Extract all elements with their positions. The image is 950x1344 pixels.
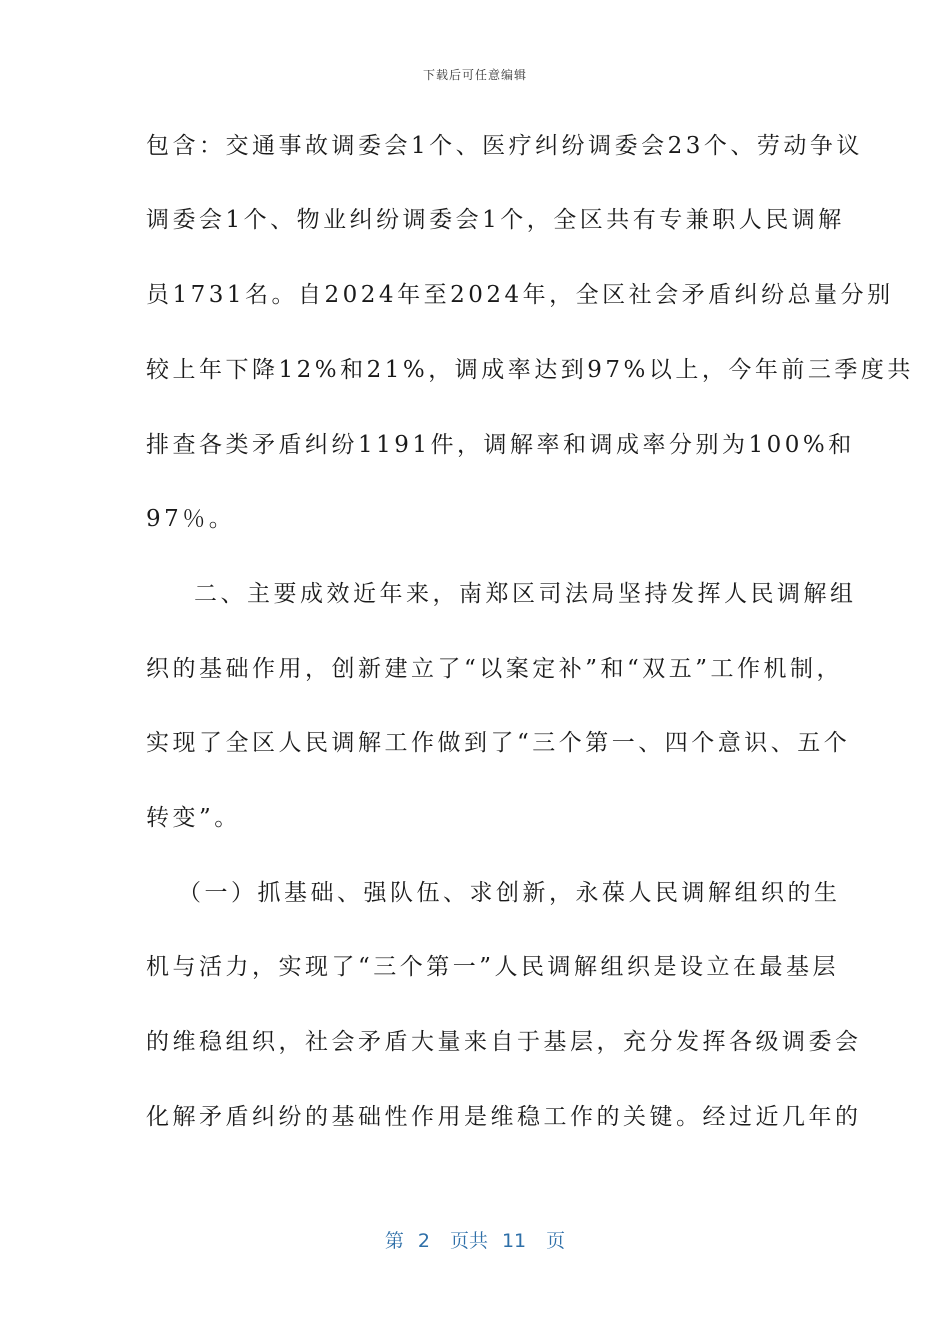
page-footer-middle: 页共 [449,1230,488,1252]
body-line-6: 97％。 [146,506,236,532]
body-line-7: 二、主要成效近年来，南郑区司法局坚持发挥人民调解组 [194,581,857,607]
body-line-8: 织的基础作用，创新建立了“以案定补”和“双五”工作机制， [146,656,844,682]
body-line-9: 实现了全区人民调解工作做到了“三个第一、四个意识、五个 [146,730,851,756]
body-line-2: 调委会1个、物业纠纷调委会1个，全区共有专兼职人民调解 [146,207,845,233]
body-line-5: 排查各类矛盾纠纷1191件，调解率和调成率分别为100%和 [146,432,855,458]
page-footer-prefix: 第 [384,1230,404,1252]
body-line-10: 转变”。 [146,805,241,831]
body-line-3: 员1731名。自2024年至2024年，全区社会矛盾纠纷总量分别 [146,282,894,308]
body-line-4: 较上年下降12%和21%，调成率达到97%以上，今年前三季度共 [146,357,914,383]
page-footer-suffix: 页 [546,1230,566,1252]
page-header: 下载后可任意编辑 [422,68,527,82]
current-page-number: 2 [417,1230,430,1252]
body-line-1: 包含：交通事故调委会1个、医疗纠纷调委会23个、劳动争议 [146,133,863,159]
total-page-count: 11 [501,1230,527,1252]
body-line-14: 化解矛盾纠纷的基础性作用是维稳工作的关键。经过近几年的 [146,1104,862,1130]
body-line-13: 的维稳组织，社会矛盾大量来自于基层，充分发挥各级调委会 [146,1029,862,1055]
body-line-12: 机与活力，实现了“三个第一”人民调解组织是设立在最基层 [146,954,840,980]
page-footer [0,1226,950,1253]
body-line-11: （一）抓基础、强队伍、求创新，永葆人民调解组织的生 [178,880,841,906]
